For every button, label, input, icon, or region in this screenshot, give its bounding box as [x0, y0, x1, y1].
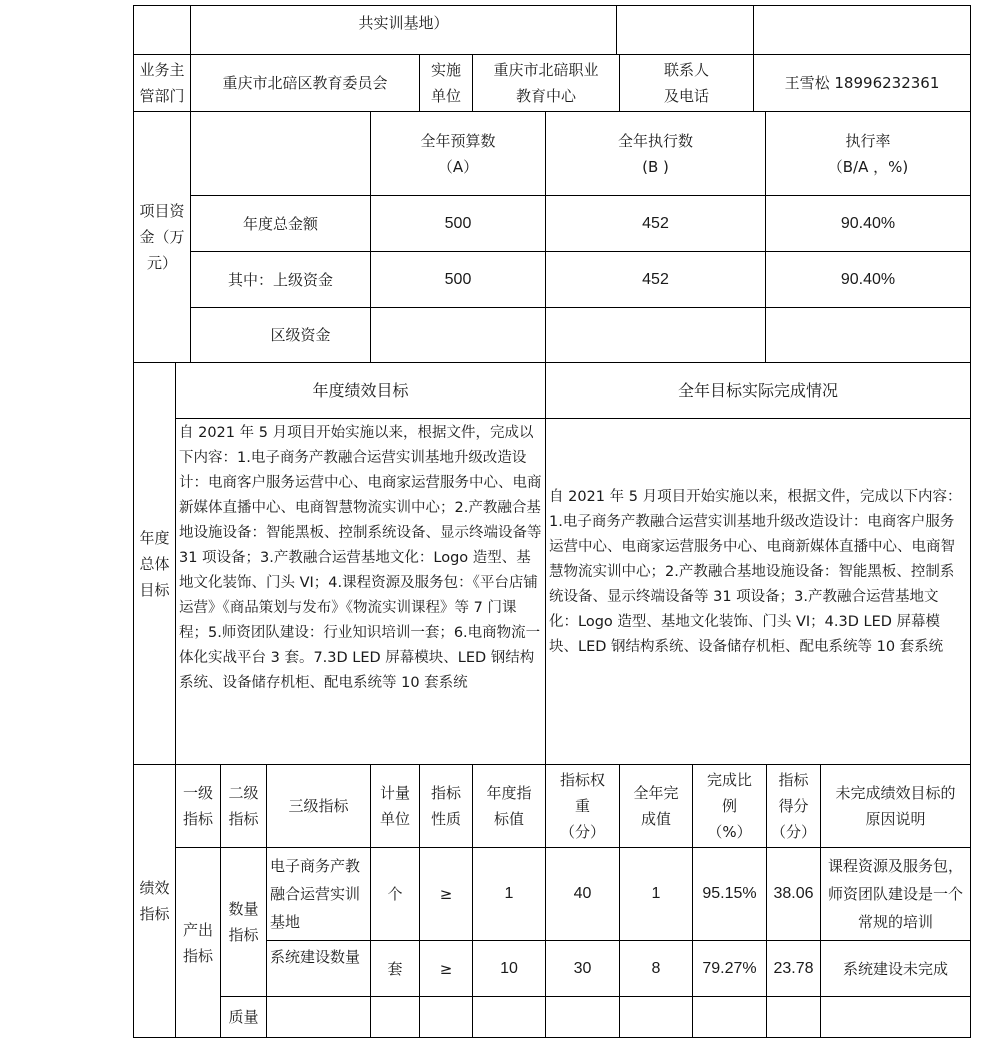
col-target-header: 年度绩效目标	[175, 362, 546, 419]
funds-row-label: 区级资金	[190, 307, 371, 363]
empty-cell	[266, 996, 371, 1038]
funds-row-exec	[545, 307, 766, 363]
level2-quality: 质量	[220, 996, 267, 1038]
funds-section-label: 项目资 金（万 元）	[133, 111, 191, 363]
level1-output: 产出 指标	[175, 847, 221, 1038]
empty-cell	[370, 996, 420, 1038]
funds-row-exec: 452	[545, 195, 766, 252]
row-level3: 系统建设数量	[266, 940, 371, 997]
indicators-section-label: 绩效 指标	[133, 764, 176, 1038]
funds-row-rate	[765, 307, 971, 363]
header-annual-value: 年度指 标值	[472, 764, 546, 848]
row-weight: 30	[545, 940, 620, 997]
header-level3: 三级指标	[266, 764, 371, 848]
dept-value: 重庆市北碚区教育委员会	[190, 54, 420, 112]
project-name-tail: 共实训基地）	[358, 14, 449, 32]
header-empty-cell	[753, 5, 971, 55]
target-text: 自 2021 年 5 月项目开始实施以来，根据文件，完成以下内容：1.电子商务产教融合运营实训基地升级改造设计：电商客户服务运营中心、电商家运营服务中心、电商新媒体直播中心、电商智慧物流实训中心；2.产教融合基地设施设备：智能黑板、控制系统设备、显示终端设备等 31 项设备；3.产教融合运营基地文化：Logo 造型、基地文化装饰、门头 VI；4.课程资源及服务包：《平台店铺运营》《商品策划与发布》《物流实训课程》等 7 门课程；5.师资团队建设：行业知识培训一套；6.电商物流一体化实战平台 3 套。7.3D LED 屏幕模块、LED 钢结构系统、设备储存机柜、配电系统等 10 套系统	[175, 418, 546, 765]
header-unit: 计量 单位	[370, 764, 420, 848]
header-weight: 指标权 重 （分）	[545, 764, 620, 848]
actual-text: 自 2021 年 5 月项目开始实施以来，根据文件，完成以下内容：1.电子商务产教融合运营实训基地升级改造设计：电商客户服务运营中心、电商家运营服务中心、电商新媒体直播中心、电商智慧物流实训中心；2.产教融合基地设施设备：智能黑板、控制系统设备、显示终端设备等 31 项设备；3.产教融合运营基地文化：Logo 造型、基地文化装饰、门头 VI；4.3D LED 屏幕模块、LED 钢结构系统、设备储存机柜、配电系统等 10 套系统	[545, 418, 971, 765]
contact-value: 王雪松 18996232361	[753, 54, 971, 112]
header-score: 指标 得分 （分）	[766, 764, 821, 848]
empty-cell	[545, 996, 620, 1038]
funds-row-budget	[370, 307, 546, 363]
row-actual: 8	[619, 940, 693, 997]
funds-row-exec: 452	[545, 251, 766, 308]
row-weight: 40	[545, 847, 620, 941]
col-rate-header: 执行率 （B/A ，%)	[765, 111, 971, 196]
row-reason: 课程资源及服务包，师资团队建设是一个常规的培训	[820, 847, 971, 941]
header-empty-cell	[616, 5, 754, 55]
header-nature: 指标 性质	[419, 764, 473, 848]
funds-row-rate: 90.40%	[765, 251, 971, 308]
empty-cell	[419, 996, 473, 1038]
col-budget-header: 全年预算数 （A）	[370, 111, 546, 196]
row-score: 23.78	[766, 940, 821, 997]
funds-row-label: 年度总金额	[190, 195, 371, 252]
col-exec-header: 全年执行数 (B )	[545, 111, 766, 196]
row-actual: 1	[619, 847, 693, 941]
row-reason: 系统建设未完成	[820, 940, 971, 997]
row-ratio: 79.27%	[692, 940, 767, 997]
project-name-value-cell	[190, 5, 617, 55]
contact-label: 联系人 及电话	[619, 54, 754, 112]
dept-label: 业务主 管部门	[133, 54, 191, 112]
impl-label: 实施 单位	[419, 54, 473, 112]
empty-cell	[619, 996, 693, 1038]
header-ratio: 完成比 例 （%）	[692, 764, 767, 848]
row-nature: ≥	[419, 940, 473, 997]
funds-row-label: 其中：上级资金	[190, 251, 371, 308]
goals-section-label: 年度 总体 目标	[133, 362, 176, 765]
row-score: 38.06	[766, 847, 821, 941]
funds-row-budget: 500	[370, 195, 546, 252]
level2-quantity: 数量 指标	[220, 847, 267, 997]
funds-row-rate: 90.40%	[765, 195, 971, 252]
row-ratio: 95.15%	[692, 847, 767, 941]
header-level2: 二级 指标	[220, 764, 267, 848]
empty-cell	[766, 996, 821, 1038]
row-nature: ≥	[419, 847, 473, 941]
col-actual-header: 全年目标实际完成情况	[545, 362, 971, 419]
header-reason: 未完成绩效目标的 原因说明	[820, 764, 971, 848]
empty-cell	[692, 996, 767, 1038]
project-name-label-cell	[133, 5, 191, 55]
empty-cell	[472, 996, 546, 1038]
header-actual: 全年完 成值	[619, 764, 693, 848]
impl-value: 重庆市北碚职业 教育中心	[472, 54, 620, 112]
empty-cell	[820, 996, 971, 1038]
header-level1: 一级 指标	[175, 764, 221, 848]
funds-row-budget: 500	[370, 251, 546, 308]
row-unit: 个	[370, 847, 420, 941]
row-unit: 套	[370, 940, 420, 997]
row-annual-value: 10	[472, 940, 546, 997]
row-level3: 电子商务产教融合运营实训基地	[266, 847, 371, 941]
funds-header-blank	[190, 111, 371, 196]
row-annual-value: 1	[472, 847, 546, 941]
